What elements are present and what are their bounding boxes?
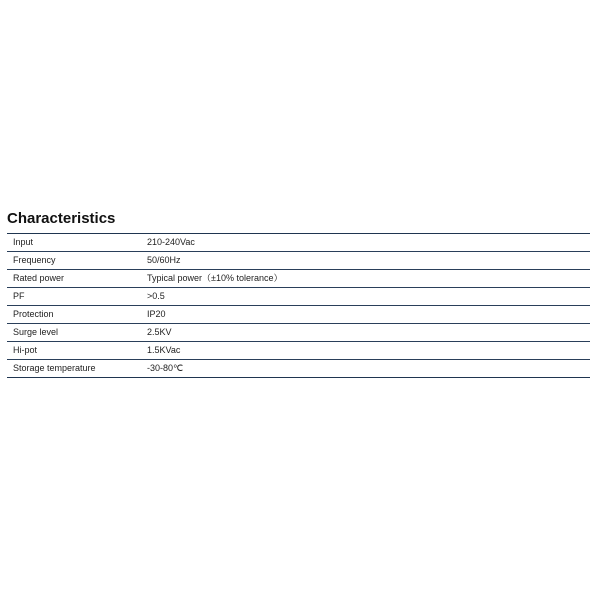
row-label: Rated power [7, 270, 147, 288]
table-row [7, 360, 590, 378]
table-row [7, 288, 590, 306]
table-row [7, 234, 590, 252]
row-value: 50/60Hz [147, 252, 590, 270]
row-value: 2.5KV [147, 324, 590, 342]
row-value: IP20 [147, 306, 590, 324]
spec-table [7, 233, 590, 378]
row-label: Surge level [7, 324, 147, 342]
row-value: 1.5KVac [147, 342, 590, 360]
row-value: 210-240Vac [147, 234, 590, 252]
row-value: >0.5 [147, 288, 590, 306]
table-row [7, 270, 590, 288]
row-label: PF [7, 288, 147, 306]
row-label: Protection [7, 306, 147, 324]
table-row [7, 342, 590, 360]
table-row [7, 324, 590, 342]
row-label: Hi-pot [7, 342, 147, 360]
row-value: Typical power（±10% tolerance） [147, 270, 590, 288]
row-label: Input [7, 234, 147, 252]
row-label: Frequency [7, 252, 147, 270]
row-value: -30-80℃ [147, 363, 184, 373]
table-row [7, 252, 590, 270]
table-row [7, 306, 590, 324]
characteristics-section [7, 207, 590, 378]
section-title: Characteristics [7, 210, 116, 227]
row-label: Storage temperature [13, 363, 96, 373]
